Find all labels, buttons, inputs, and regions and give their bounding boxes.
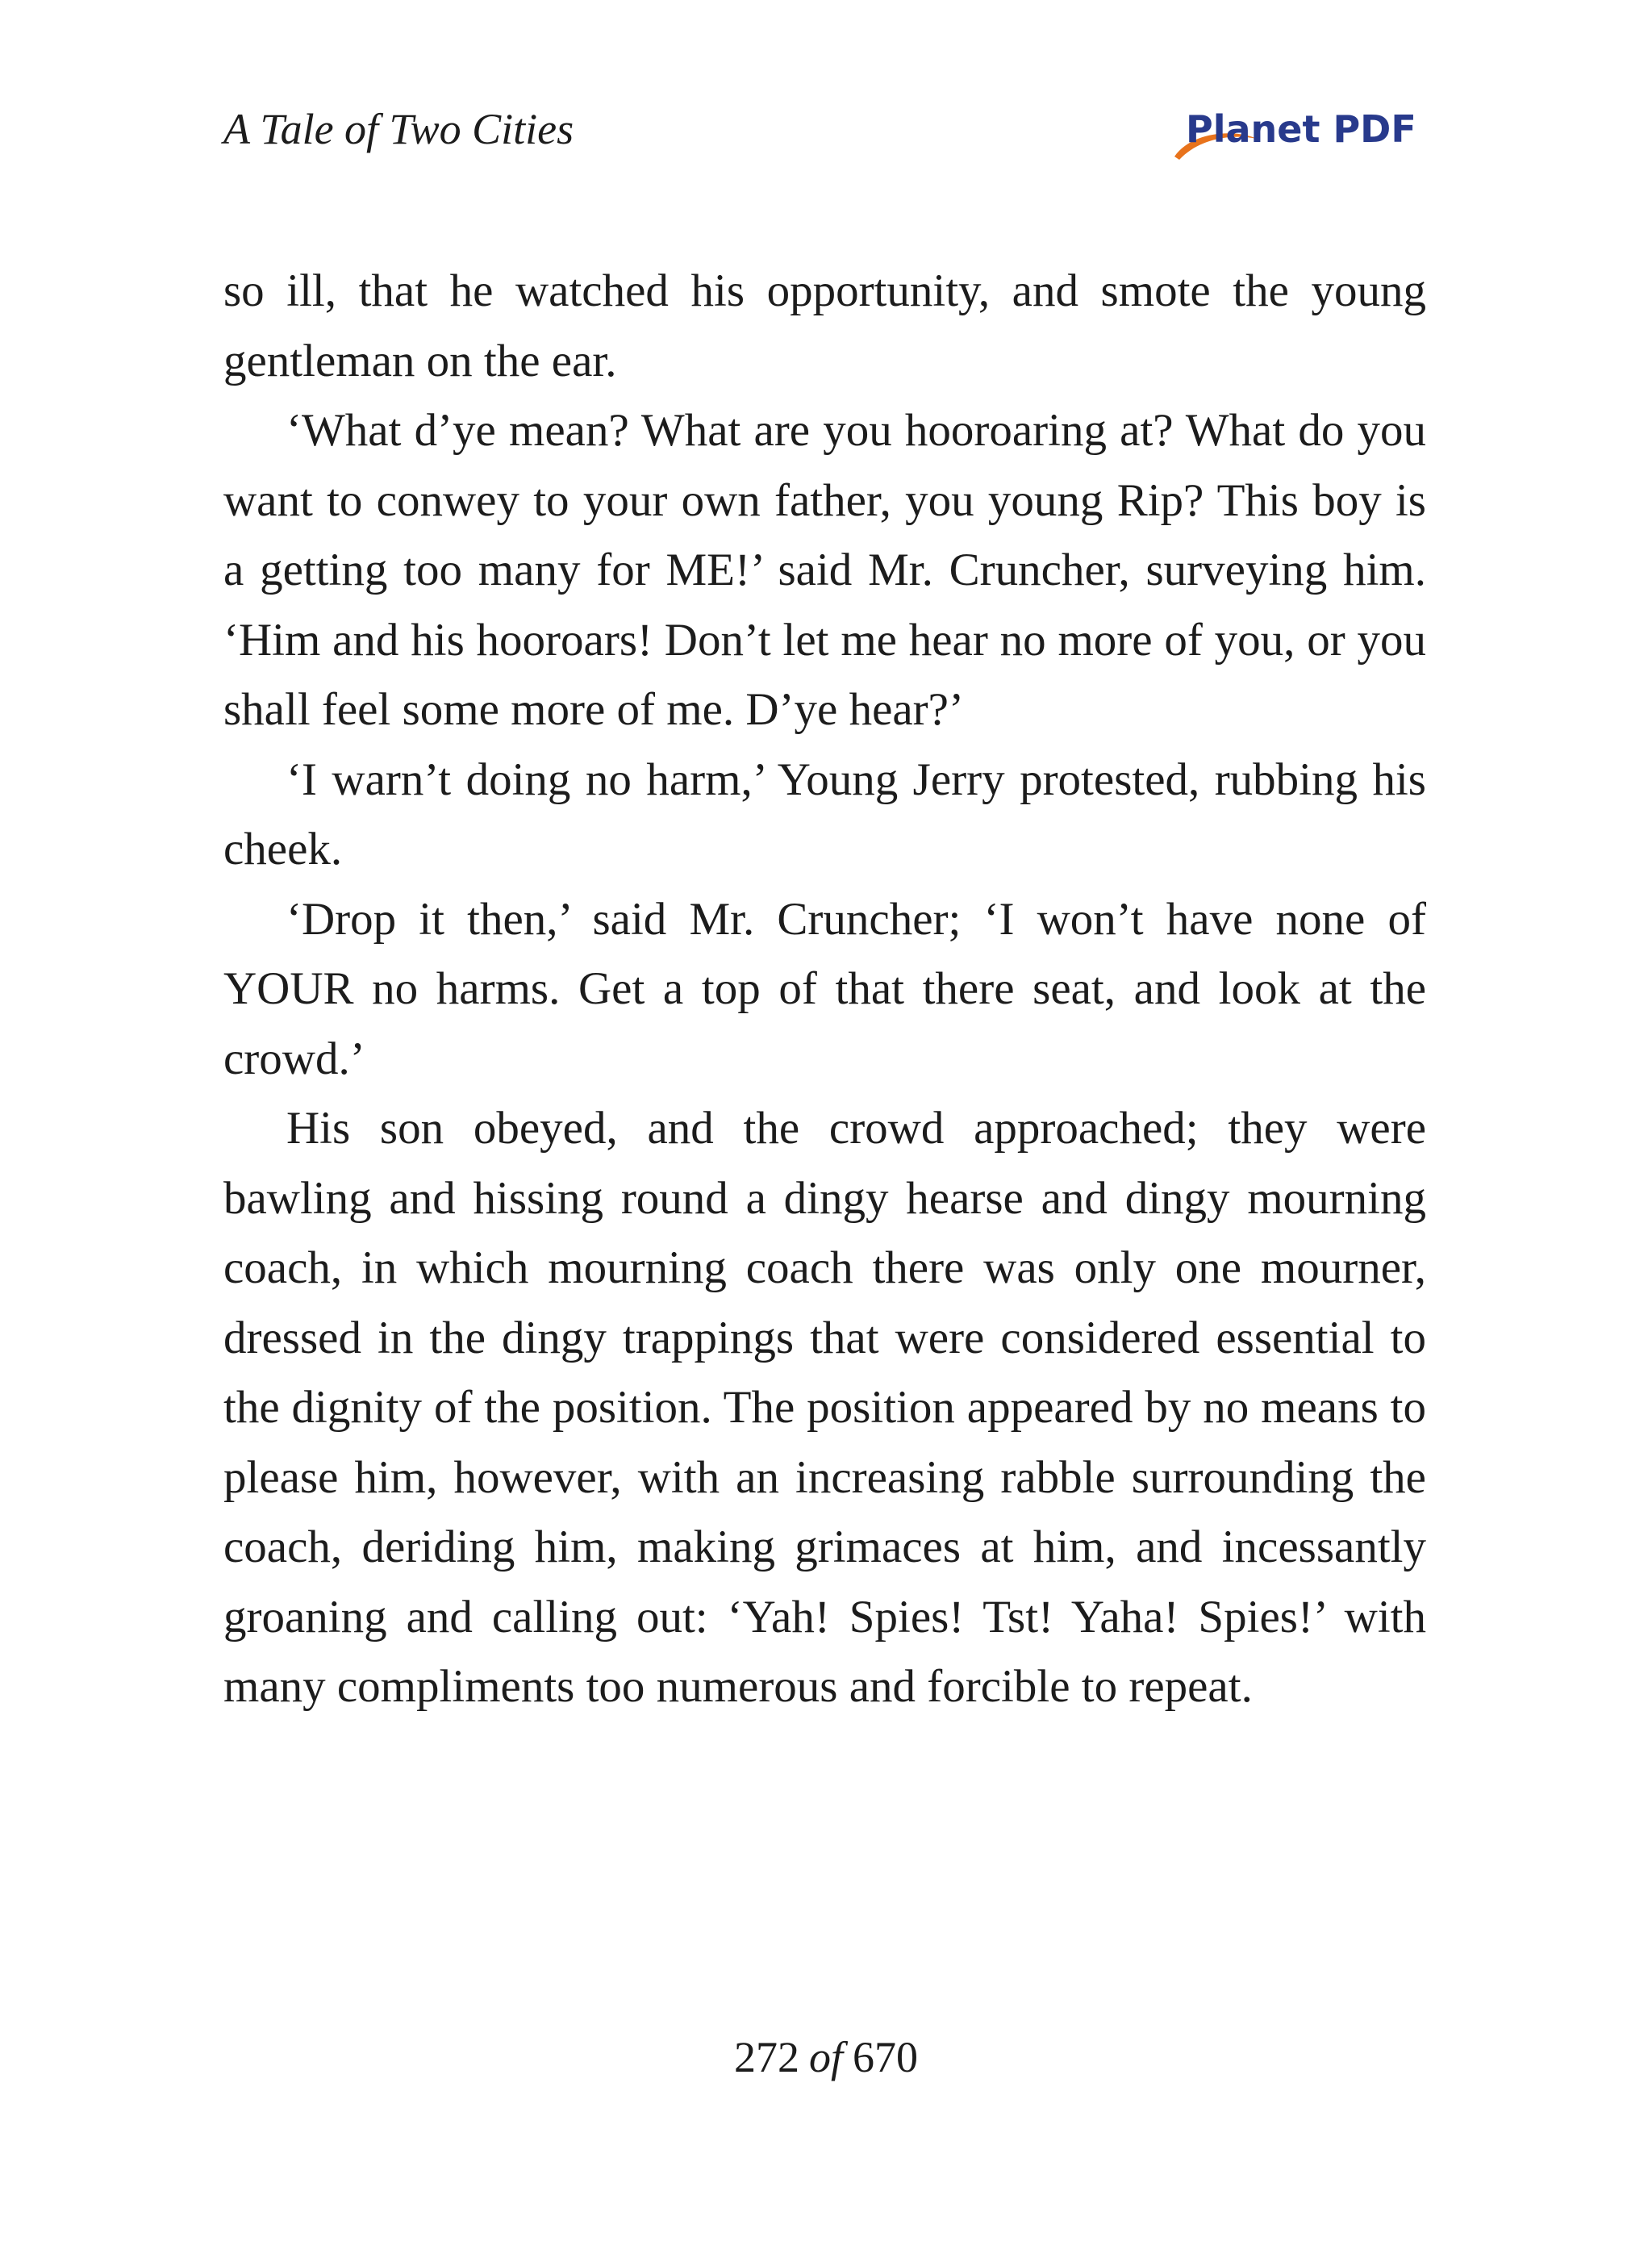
body-text <box>223 257 1426 1722</box>
planet-pdf-logo <box>1168 102 1426 169</box>
paragraph: ‘Drop it then,’ said Mr. Cruncher; ‘I won’t have none of YOUR no harms. Get a top of that there seat, and look at the crowd.’ <box>223 893 1426 1084</box>
page-of: of <box>808 2033 843 2081</box>
page-current: 272 <box>733 2033 799 2081</box>
page-total: 670 <box>853 2033 918 2081</box>
paragraph: ‘What d’ye mean? What are you hooroaring at? What do you want to conwey to your own father, you young Rip? This boy is a getting too many for ME!’ said Mr. Cruncher, surveying him. ‘Him and his hooroars! Don’t let me hear no more of you, or you shall feel some more of me. D’ye hear?’ <box>223 405 1426 735</box>
paragraph: ‘I warn’t doing no harm,’ Young Jerry protested, rubbing his cheek. <box>223 753 1426 874</box>
page-number <box>0 2031 1652 2084</box>
logo-text: Planet PDF <box>1186 107 1416 151</box>
paragraph: so ill, that he watched his opportunity, and smote the young gentleman on the ear. <box>223 265 1426 386</box>
running-title: A Tale of Two Cities <box>223 105 574 153</box>
paragraph: His son obeyed, and the crowd approached; they were bawling and hissing round a dingy hearse and dingy mourning coach, in which mourning coach there was only one mourner, dressed in the dingy trappings that were considered essential to the dignity of the position. The position appeared by no means to please him, however, with an increasing rabble surrounding the coach, deriding him, making grimaces at him, and incessantly groaning and calling out: ‘Yah! Spies! Tst! Yaha! Spies!’ with many compliments too numerous and forcible to repeat. <box>223 1103 1426 1712</box>
